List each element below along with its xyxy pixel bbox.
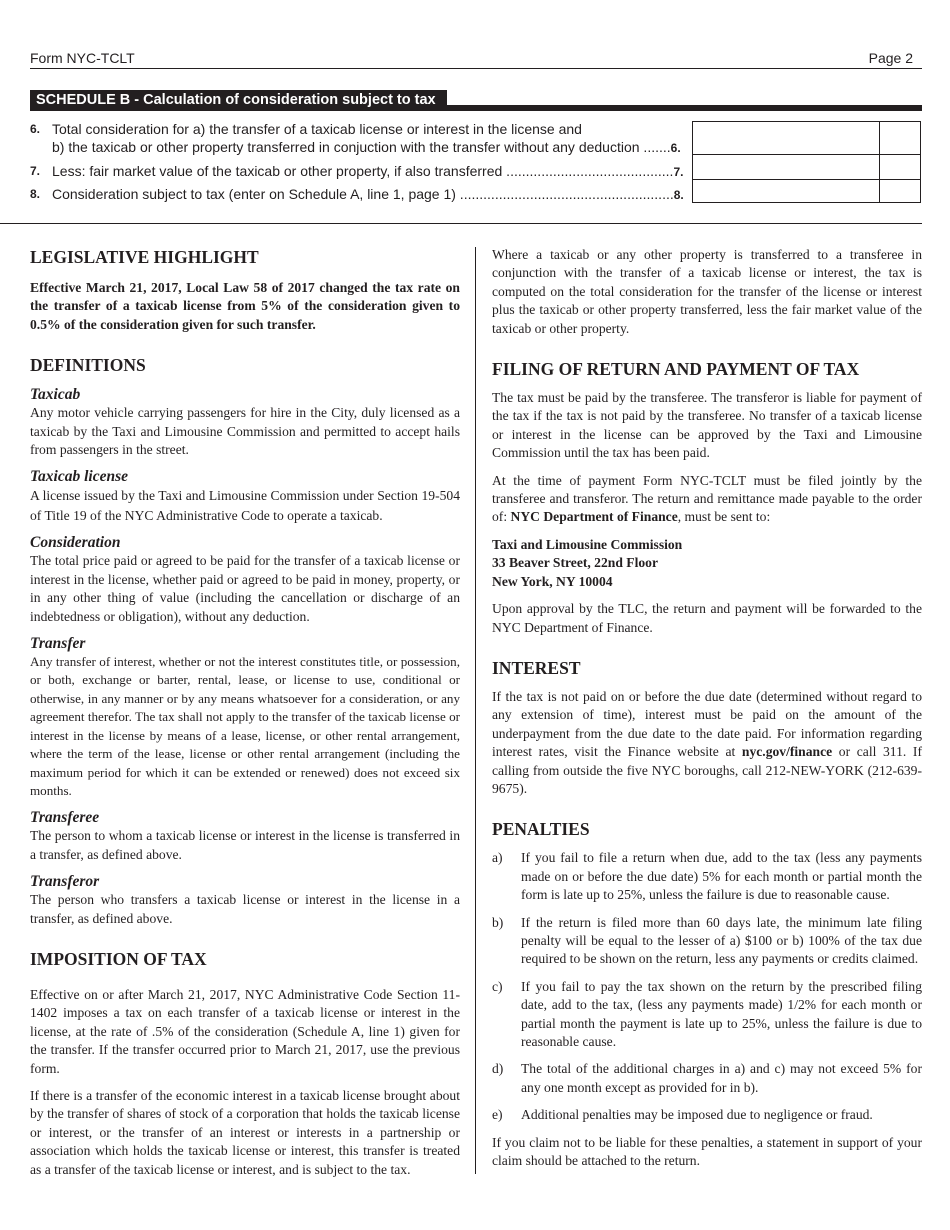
line-6-text-a: Total consideration for a) the transfer of a taxicab license or interest in the license and [52,121,582,137]
address-line-1: Taxi and Limousine Commission [492,536,683,552]
line-6-dots: ....... [639,139,671,155]
penalty-item [492,978,922,1052]
penalty-label: a) [492,850,503,866]
line-8-ref: 8. [673,188,684,202]
line-7-dots: ........................................... [502,163,674,179]
penalty-item [492,1060,922,1097]
filing-paragraph-3: Upon approval by the TLC, the return and payment will be forwarded to the NYC Department of Finance. [492,601,922,635]
def-term-transferee: Transferee [30,809,100,827]
def-term-consideration: Consideration [30,534,121,552]
right-column [492,246,922,1170]
def-text-taxicab-license: A license issued by the Taxi and Limousine Commission under Section 19-504 of Title 19 of the NYC Administrative Code to operate a taxicab. [30,488,460,524]
form-name: Form NYC-TCLT [30,50,135,66]
legislative-highlight-heading: LEGISLATIVE HIGHLIGHT [30,247,259,267]
line-6-text-b-wrap [52,139,681,157]
penalty-text: The total of the additional charges in a) and c) may not exceed 5% for any one month except as provided for in b). [521,1061,922,1095]
def-term-taxicab-license: Taxicab license [30,468,129,486]
filing-heading: FILING OF RETURN AND PAYMENT OF TAX [492,359,860,380]
schedule-b-title: SCHEDULE B - Calculation of consideration subject to tax [30,90,447,111]
interest-text-a: If the tax is not paid on or before the due date (determined without regard to any extension of time), interest must be paid on the amount of the underpayment from the due date to the date paid. For information regarding interest rates, visit the Finance website at [492,688,922,760]
line-6-cents-field[interactable] [880,122,921,154]
finance-website-link[interactable]: nyc.gov/finance [741,744,833,760]
penalty-text: If you fail to file a return when due, add to the tax (less any payments made on or before the due date) 5% for each month or partial month the form is late up to 25%, unless the failure is due to reasonable cause. [521,850,922,903]
interest-text-b: or call 311. If calling from outside the five NYC boroughs, call 212-NEW-YORK (212-639-9675). [492,744,922,796]
line-7-text-wrap [52,163,683,181]
line-8-text-wrap [52,186,684,204]
penalty-label: e) [492,1107,503,1123]
header-rule [30,68,922,69]
payee-name: NYC Department of Finance [510,509,678,525]
penalties-heading: PENALTIES [492,819,590,840]
line-8-dots: ....................................................... [455,186,674,202]
imposition-paragraph-2: If there is a transfer of the economic interest in a taxicab license brought about by the transfer of shares of stock of a corporation that holds the taxicab license or interest, or the transfer of an interest or interests in a partnership or association which holds the taxicab license or interest, this transfer is treated as a transfer of the taxicab license or interest, and is subject to the tax. [30,1087,460,1177]
def-text-transferee: The person to whom a taxicab license or interest in the license is transferred in a transfer, as defined above. [30,828,460,862]
imposition-heading: IMPOSITION OF TAX [30,948,207,969]
penalty-item [492,914,922,969]
penalties-closing-paragraph: If you claim not to be liable for these penalties, a statement in support of your claim should be attached to the return. [492,1134,922,1169]
section-rule [0,223,922,224]
penalty-label: d) [492,1061,504,1077]
def-term-transferor: Transferor [30,873,100,891]
line-7-number: 7. [30,164,41,178]
def-text-transfer: Any transfer of interest, whether or not the interest constitutes title, or possession, or both, exchange or barter, rental, lease, or license to use, conditional or otherwise, in any manner or by any means whatsoever for a consideration, or any agreement therefor. The tax shall not apply to the transfer of the taxicab license or interest in the license by means of a lease, license, or other rental arrangement, where the term of the lease, license or other rental arrangement (including the maximum period for which it can be extended or renewed) does not exceed six months. [30,654,460,798]
definitions-heading: DEFINITIONS [30,355,146,376]
line-6-text-b: b) the taxicab or other property transferred in conjuction with the transfer without any deduction [52,139,640,155]
left-column [30,246,460,1179]
line-8-text: Consideration subject to tax (enter on Schedule A, line 1, page 1) [52,186,456,202]
def-text-taxicab: Any motor vehicle carrying passengers for hire in the City, duly licensed as a taxicab by the Taxi and Limousine Commission and permitted to accept hails from passengers in the street. [30,405,460,458]
line-7-ref: 7. [673,165,684,179]
line-7-text: Less: fair market value of the taxicab or other property, if also transferred [52,163,503,179]
penalty-item [492,849,922,904]
def-text-consideration: The total price paid or agreed to be paid for the transfer of a taxicab license or interest in the license, whether paid or agreed to be paid in money, property, or in any other thing of value (including the cancellation or discharge of an indebtedness or obligation), without any deduction. [30,553,460,624]
address-line-3: New York, NY 10004 [492,573,613,589]
interest-paragraph [492,688,922,798]
penalty-text: If the return is filed more than 60 days late, the minimum late filing penalty will be equal to the lesser of a) $100 or b) 100% of the tax due required to be shown on the return, less any payments or credits claimed. [521,914,922,967]
def-term-transfer: Transfer [30,635,86,653]
filing-paragraph-2 [492,472,922,527]
line-8-cents-field[interactable] [880,180,921,202]
line-7-cents-field[interactable] [880,155,921,179]
filing-paragraph-1: The tax must be paid by the transferee. The transferor is liable for payment of the tax if the tax is not paid by the transferee. No transfer of a taxicab license or interest in the license can be approved by the Taxi and Limousine Commission until the tax has been paid. [492,390,922,461]
interest-heading: INTEREST [492,657,581,678]
line-8-number: 8. [30,187,41,201]
legislative-highlight-text: Effective March 21, 2017, Local Law 58 of 2017 changed the tax rate on the transfer of a taxicab license from 5% of the consideration given to 0.5% of the consideration given for such transfer. [30,280,460,332]
line-6-ref: 6. [670,141,681,155]
address-line-2: 33 Beaver Street, 22nd Floor [492,555,658,571]
filing-p2-text-b: , must be sent to: [677,509,771,525]
penalty-text: Additional penalties may be imposed due to negligence or fraud. [521,1107,873,1123]
line-6-amount-field[interactable] [693,122,879,154]
mailing-address [492,536,922,591]
transfer-intro-paragraph: Where a taxicab or any other property is transferred to a transferee in conjunction with the transfer of a taxicab license or interest, the tax is computed on the total consideration for the transfer of the license or interest plus the taxicab or other property transferred, less the fair market value of the taxicab or other property. [492,247,922,336]
penalty-item [492,1106,922,1124]
penalty-label: b) [492,914,504,930]
filing-p2-text-a: At the time of payment Form NYC-TCLT must be filed jointly by the transferee and transferor. The return and remittance made payable to the order of: [492,472,922,525]
schedule-b-entry-grid [692,121,921,203]
page-number: Page 2 [868,50,913,66]
def-text-transferor: The person who transfers a taxicab license or interest in the license in a transfer, as defined above. [30,892,460,926]
def-term-taxicab: Taxicab [30,386,81,404]
line-7-amount-field[interactable] [693,155,879,179]
column-divider [475,247,476,1174]
imposition-paragraph-1: Effective on or after March 21, 2017, NYC Administrative Code Section 11-1402 imposes a tax on each transfer of a taxicab license or interest in the license, at the rate of .5% of the consideration (Schedule A, line 1) given for the transfer. If the transfer occurred prior to March 21, 2017, use the previous form. [30,986,460,1076]
penalty-text: If you fail to pay the tax shown on the return by the prescribed filing date, add to the tax, (less any payments made) 1/2% for each month or partial month the payment is late up to 25%, unless the failure is due to reasonable cause. [521,978,922,1049]
penalty-label: c) [492,978,503,994]
line-6-number: 6. [30,122,41,136]
line-8-amount-field[interactable] [693,180,879,202]
